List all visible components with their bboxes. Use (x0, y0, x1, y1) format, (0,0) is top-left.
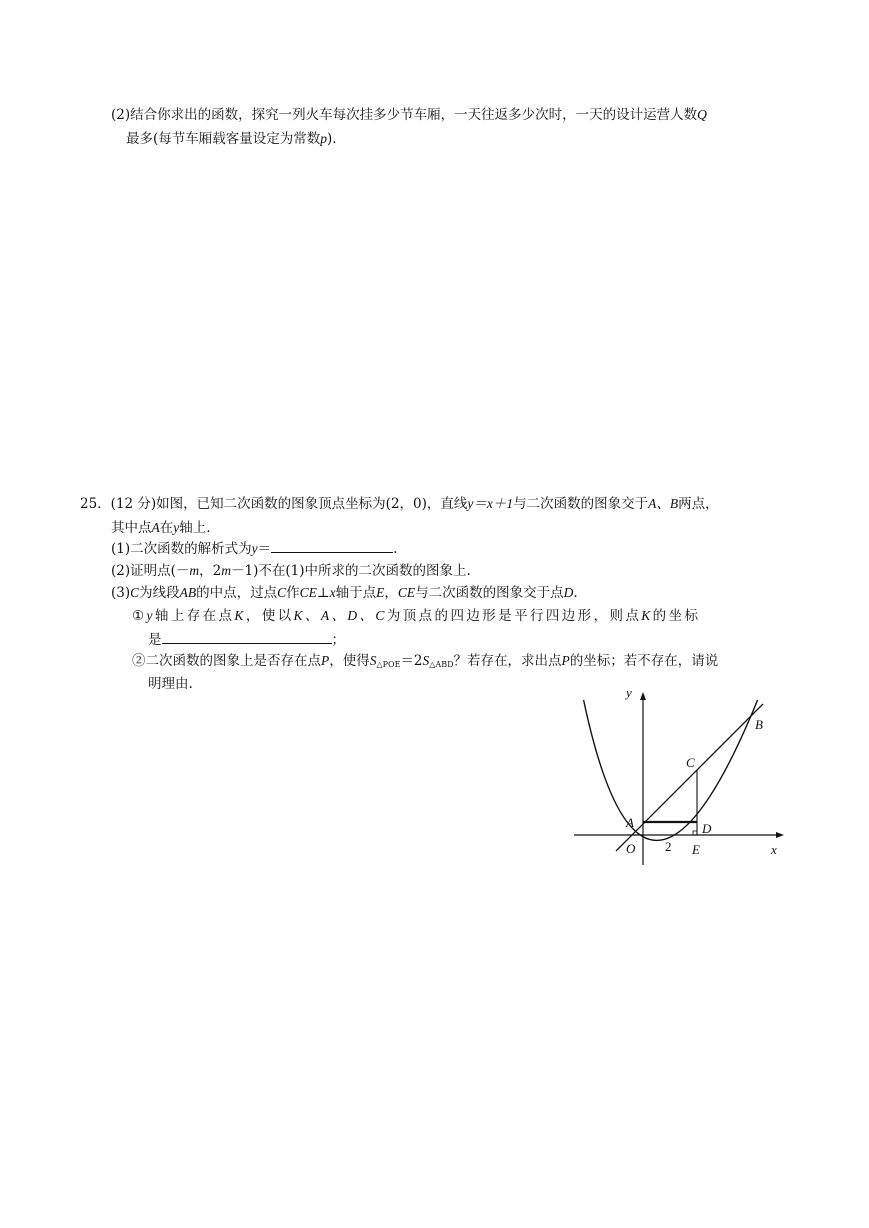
q25-intro-line2: 其中点A在y轴上. (111, 520, 211, 536)
label-c: C (686, 755, 695, 770)
label-o: O (626, 841, 636, 856)
q25-part3: (3)C为线段AB的中点，过点C作CE⊥x轴于点E，CE与二次函数的图象交于点D. (111, 585, 578, 601)
q25-part1: (1)二次函数的解析式为y＝ . (111, 538, 397, 559)
label-x: x (771, 842, 777, 857)
q25-sub1-line2: 是 ； (148, 629, 345, 650)
parabola-figure (568, 680, 793, 870)
answer-blank-1[interactable] (271, 538, 393, 553)
q25-part2: (2)证明点(－m，2m－1)不在(1)中所求的二次函数的图象上. (111, 563, 471, 579)
parabola-curve (584, 700, 758, 840)
label-e: E (692, 842, 700, 857)
q24-part2-line2: 最多(每节车厢载客量设定为常数p). (126, 131, 337, 147)
q24-part2-line1: (2)结合你求出的函数，探究一列火车每次挂多少节车厢，一天往返多少次时，一天的设计运营人数Q (111, 107, 707, 123)
answer-blank-2[interactable] (162, 629, 332, 644)
label-two: 2 (665, 839, 672, 854)
label-b: B (755, 717, 763, 732)
q25-sub2-line1: ②二次函数的图象上是否存在点P，使得$S_{\triangle POE}=2S_{\triangle ABD}$？若存在，求出点P的坐标；若不存在，请说 (132, 653, 719, 669)
label-d: D (702, 821, 712, 836)
q25-intro-line1: 25．(12 分)如图，已知二次函数的图象顶点坐标为(2，0)，直线y＝x＋1与二次函数的图象交于A、B两点， (80, 496, 719, 512)
q25-sub2-line2: 明理由. (148, 676, 193, 692)
q25-sub1-line1: ①y轴上存在点K，使以K、A、D、C为顶点的四边形是平行四边形，则点K的坐标 (132, 608, 701, 624)
label-y: y (626, 685, 632, 700)
x-axis-arrow (776, 832, 784, 838)
y-axis-arrow (640, 692, 646, 700)
label-a: A (626, 815, 634, 830)
line-y-eq-x-plus-1 (616, 704, 763, 851)
